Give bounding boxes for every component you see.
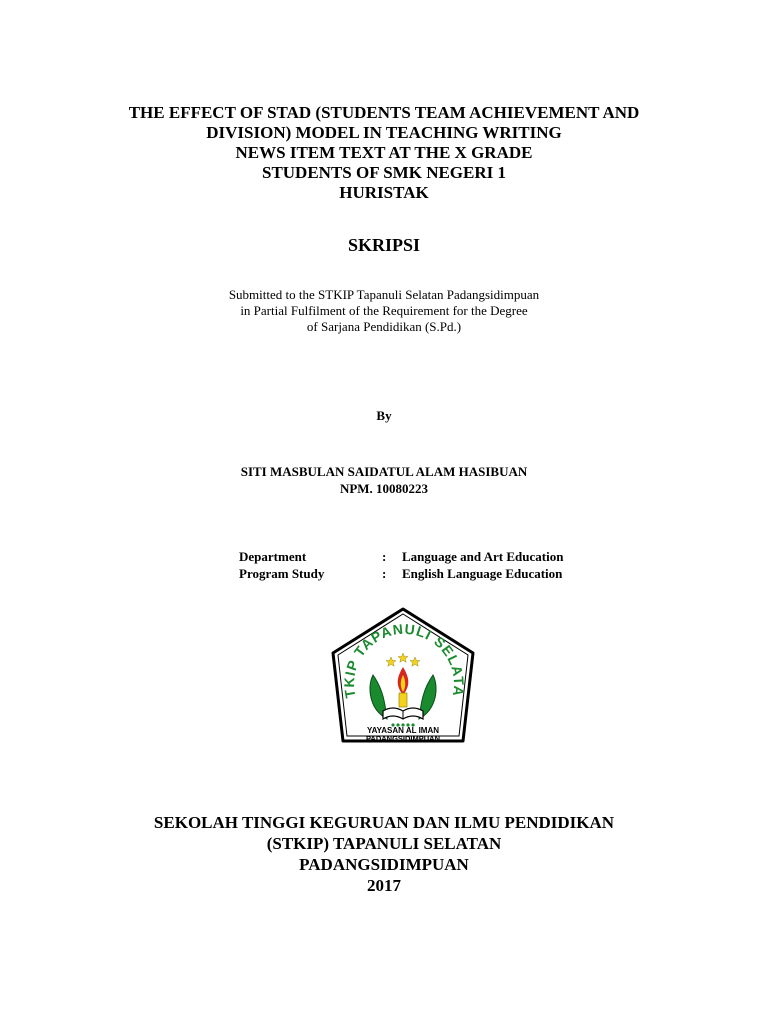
title-line: STUDENTS OF SMK NEGERI 1 <box>261 163 507 182</box>
publication-year: 2017 <box>367 876 401 895</box>
stkip-logo-emblem <box>327 605 479 761</box>
author-name: SITI MASBULAN SAIDATUL ALAM HASIBUAN <box>240 464 528 479</box>
logo-city-text: PADANGSIDIMPUAN <box>365 734 441 743</box>
info-label: Department <box>239 549 307 564</box>
title-line: HURISTAK <box>339 183 429 202</box>
department-info <box>239 548 563 582</box>
institution-block <box>0 812 768 896</box>
author-npm: NPM. 10080223 <box>339 481 429 496</box>
stkip-logo <box>327 605 479 761</box>
title-line: DIVISION) MODEL IN TEACHING WRITING <box>206 123 562 142</box>
info-row-department <box>239 548 563 565</box>
title-line: NEWS ITEM TEXT AT THE X GRADE <box>235 143 533 162</box>
info-separator: : <box>382 566 387 581</box>
submission-line: Submitted to the STKIP Tapanuli Selatan Padangsidimpuan <box>228 287 540 302</box>
logo-arc-text: TKIP TAPANULI SELATA <box>340 620 468 700</box>
info-label: Program Study <box>239 566 325 581</box>
info-value: Language and Art Education <box>402 549 564 564</box>
institution-line: (STKIP) TAPANULI SELATAN <box>266 834 502 853</box>
title-line: THE EFFECT OF STAD (STUDENTS TEAM ACHIEVEMENT AND <box>128 103 640 122</box>
document-type: SKRIPSI <box>347 235 421 255</box>
logo-foundation-text: YAYASAN AL IMAN <box>366 726 440 735</box>
candle-icon <box>399 693 407 707</box>
thesis-title <box>0 103 768 203</box>
institution-line: SEKOLAH TINGGI KEGURUAN DAN ILMU PENDIDIKAN <box>153 813 615 832</box>
submission-line: of Sarjana Pendidikan (S.Pd.) <box>306 319 462 334</box>
info-value: English Language Education <box>402 566 563 581</box>
institution-line: PADANGSIDIMPUAN <box>299 855 469 874</box>
author-block <box>0 463 768 497</box>
by-label: By <box>376 408 392 423</box>
info-row-program-study <box>239 565 563 582</box>
submission-line: in Partial Fulfilment of the Requirement for the Degree <box>240 303 528 318</box>
submission-statement <box>0 287 768 335</box>
info-separator: : <box>382 549 387 564</box>
